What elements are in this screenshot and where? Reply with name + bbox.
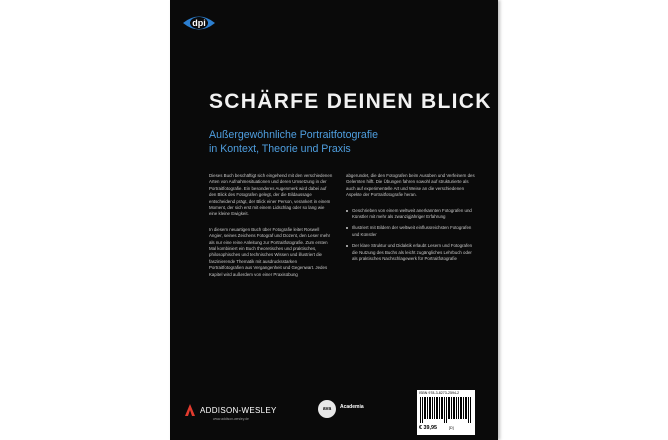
feature-item: Illustriert mit Bildern der weltweit einflussreichsten Fotografen und Künstler [346, 225, 478, 238]
book-back-cover [170, 0, 498, 440]
price-country-code: [D] [449, 426, 454, 430]
svg-text:dpi: dpi [192, 18, 206, 28]
book-title: SCHÄRFE DEINEN BLICK [209, 90, 492, 113]
book-subtitle [209, 128, 378, 156]
blurb-paragraph: Dieses Buch beschäftigt sich eingehend mit den verschiedenen Arten von Aufnahmesituationen und deren Umsetzung in der Portraitfotografie. Ein besonderes Augenmerk wird dabei auf den Blick des Fotografen gelegt, der die Bildaussage entscheidend prägt, der Blick einer Person, verankert in einem Moment, der sich erst mit einem Lidschlag oder so lang wie eine kleine Ewigkeit. [209, 173, 333, 217]
price: € 39,95 [419, 425, 437, 431]
imprint-name: Academia [340, 404, 364, 410]
subtitle-line: Außergewöhnliche Portraitfotografie [209, 129, 379, 141]
publisher-name: ADDISON-WESLEY [200, 406, 277, 415]
publisher-url: www.addison-wesley.de [213, 417, 249, 421]
isbn: ISBN 978-3-8273-2594-2 [419, 391, 460, 395]
subtitle-line: in Kontext, Theorie und Praxis [209, 143, 351, 155]
blurb-left-column [209, 173, 333, 287]
blurb-paragraph: In diesem neuartigen Buch über Fotografie leitet Roswell Angier, seines Zeichens Fotograf und Dozent, den Leser mehr als nur eine reine Anleitung zur Portraitfotografie. Zum ersten Mal kombiniert ein Buch theoretisches und praktisches, philosophisches und technisches Wissen und illustriert die faszinierende Thematik mit ausdrucksstarken Portraitfotografien aus Vergangenheit und Gegenwart. Jedes Kapitel wird außerdem von einer Praxisübung [209, 226, 331, 277]
feature-list [346, 208, 478, 263]
feature-item: Geschrieben von einem weltweit anerkannten Fotografen und Künstler mit mehr als zwanzigjähriger Erfahrung [346, 208, 478, 221]
dpi-logo-icon [182, 13, 216, 33]
ava-logo-icon: ava [318, 400, 336, 418]
barcode-icon [420, 397, 472, 423]
blurb-right-column [346, 173, 478, 267]
feature-item: Der klare Struktur und Didaktik erlaubt Lesern und Fotografen die Nutzung des Buchs als leicht zugängliches Lehrbuch oder als praktisches Nachschlagewerk für Portraitfotografie [346, 243, 478, 262]
barcode-label [417, 390, 475, 435]
addison-wesley-logo-icon [185, 404, 195, 416]
blurb-paragraph: abgerundet, die den Fotografen beim Ausüben und Verfeinern des Gelernten hilft. Die Übungen fahren sowohl auf strukturierte als auch auf experimentelle Art und Weise an die verschiedenen Aspekte der Portraitfotografie heran. [346, 173, 475, 198]
